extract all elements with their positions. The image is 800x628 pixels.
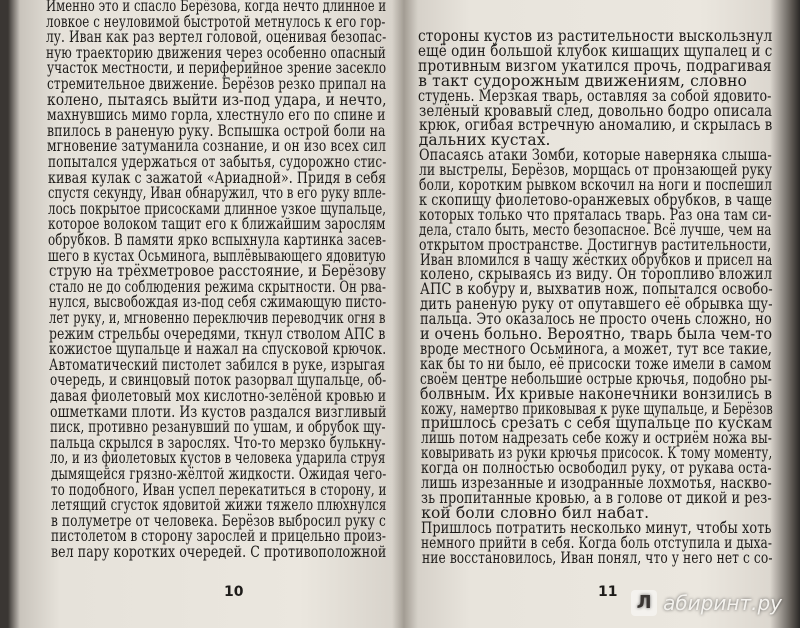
text-line: Именно это и спасло Берёзова, когда нечто длинное и [46,0,387,15]
text-line: как бы то ни было, её присоски тоже имели в самом [420,354,772,373]
text-line: пришлось срезать с себя щупальце по кускам [420,414,772,433]
text-line: противным визгом укатился прочь, подрагивая [418,56,772,75]
text-line: очередь, и свинцовый поток разорвал щупальце, об- [49,371,386,390]
text-line: вел пару коротких очередей. С противоположной [51,543,387,561]
text-line: стремительное движение. Берёзов резко припал на [46,75,386,93]
text-line: дить раненую руку от опутавшего её обрывка щу- [419,295,773,314]
text-line: лет руку, и, мгновенно переключив переводчик огня в [49,309,386,327]
text-line: колено, скрываясь из виду. Он торопливо вложил [419,265,772,284]
text-line: лишь потом надрезать себе кожу и остриём ножа вы- [420,429,772,448]
text-line: немного прийти в себя. Когда боль отступила и дыха- [421,533,773,552]
text-line: в полуметре от человека. Берёзов выбросил руку с [50,511,386,530]
left-page-number: 10 [224,584,244,600]
text-line: стороны кустов из растительности выскользнул [418,27,773,45]
text-line: писк, противно резанувший по ушам, и обрубок щу- [50,418,386,437]
text-line: спустя секунду, Иван обнаружил, что в его руку впле- [47,184,386,203]
labirint-logo-icon: Л [631,590,657,616]
text-line: к скопищу фиолетово-оранжевых обрубков, в чаще [419,190,773,209]
text-line: открытом пространстве. Достигнув растительности, [419,235,772,254]
text-line: кожу, намертво приковывая к руке щупальце, и Берёзов [420,399,773,418]
text-line: зелёный кровавый след, довольно бодро описала [418,101,772,120]
text-line: которых только что пряталась тварь. Раз она там си- [419,205,772,224]
text-line: которое волоком тащит его к ближайшим зарослям [48,215,386,234]
text-line: давая фиолетовый мох кислотно-зелёной кровью и [49,387,386,405]
text-line: впилось в раненую руку. Вспышка острой боли на [47,121,386,140]
text-line: то подобного, Иван успел перекатиться в сторону, и [50,480,387,499]
text-line: Автоматический пистолет забился в руке, изрыгая [49,355,386,374]
text-line: ную траекторию движения через особенно опасный [46,43,387,62]
text-line: попытался удержаться от забытья, судорожно стис- [47,153,386,171]
text-line: пальца. Это оказалось не просто очень сложно, но [419,310,772,329]
text-line: мгновение затуманила сознание, и он изо всех сил [47,137,387,156]
text-line: лось покрытое присосками длинное узкое щупальце, [47,199,387,218]
text-line: вроде местного Осьминога, а может, тут все такие, [420,339,773,358]
text-line: лу. Иван как раз вертел головой, оценивая безопас- [46,28,387,47]
text-line: ло, и из фиолетовых кустов в человека ударила струя [50,449,386,468]
text-line: в такт судорожным движениям, словно [418,71,747,90]
watermark-text: абиринт.ру [663,591,782,615]
labirint-watermark [631,590,782,616]
right-page [412,0,784,628]
text-line: крюк, огибая встречную аномалию, и скрылась в [418,116,772,135]
text-line: дальних кустах. [418,131,551,150]
text-line: ещё один большой клубок кишащих щупалец и с [418,41,773,60]
text-line: лишь изрезанные и изодранные лохмотья, наскво- [421,474,772,492]
text-line: ние восстановилось, Иван понял, что у него нет с со- [421,548,773,567]
text-line: и очень больно. Вероятно, тварь была чем-то [420,325,773,343]
text-line: шего в кустах Осьминога, выплёвывающего ядовитую [48,246,387,265]
text-line: дымящейся грязно-жёлтой жидкости. Ожидая чего- [50,465,386,483]
text-line: пистолетом в сторону зарослей и прицельно произ- [51,527,387,546]
text-line: нулся, высвобождая из-под себя сжимающую писто- [48,293,387,312]
text-line: Иван вломился в чащу жёстких обрубков и присел на [419,250,772,269]
text-line: когда он полностью освободил руку, от рукава оста- [420,459,772,478]
text-line: стало не до соблюдения режима скрытности. Он рва- [48,277,386,296]
text-line: зь пропитанные кровью, а в голове от дикой и рез- [421,488,772,507]
text-line: дела, стало быть, место безопасное. Всё лучше, чем на [419,220,772,239]
text-line: студень. Мерзкая тварь, оставляя за собой ядовито- [418,86,772,105]
text-line: ошметками плоти. Из кустов раздался визгливый [49,402,387,421]
text-line: летящий сгусток ядовитой жижи тяжело плюхнулся [50,496,387,515]
text-line: режим стрельбы очередями, ткнул стволом АПС в [49,324,386,343]
text-line: участок местности, и периферийное зрение засекло [46,59,386,78]
text-line: обрубков. В памяти ярко вспыхнула картинка засев- [48,231,387,249]
text-line: пальца скрылся в зарослях. Что-то мерзко булькну- [50,433,386,452]
text-line: Опасаясь атаки Зомби, которые наверняка слыша- [418,146,772,165]
text-line: струю на трёхметровое расстояние, и Берёзову [48,262,386,281]
text-line: ковыривать из руки крючья присосок. К тому моменту, [420,444,773,463]
text-line: своём центре небольшие острые крючья, подобно ры- [420,369,773,388]
text-line: болвным. Их кривые наконечники вонзились в [420,384,773,403]
text-line: ли выстрелы, Берёзов, морщась от пронзающей руку [418,161,772,180]
text-line: махнувшись мимо горла, хлестнуло его по спине и [47,106,386,125]
right-page-number: 11 [598,584,618,600]
text-line: колено, пытаясь выйти из-под удара, и нечто, [46,90,387,109]
text-line: АПС в кобуру и, выхватив нож, попытался освобо- [419,280,773,299]
text-line: Пришлось потратить несколько минут, чтобы хоть [421,518,772,537]
text-line: кивая кулак с зажатой «Ариадной». Придя в себя [47,168,386,187]
text-line: боли, коротким рывком вскочил на ноги и поспешил [419,176,773,194]
text-line: кожистое щупальце и нажал на спусковой крючок. [49,340,387,359]
text-line: ловкое с неуловимой быстротой метнулось к его гор- [46,12,386,31]
text-line: кой боли словно бил набат. [421,503,650,522]
left-page [18,0,398,628]
